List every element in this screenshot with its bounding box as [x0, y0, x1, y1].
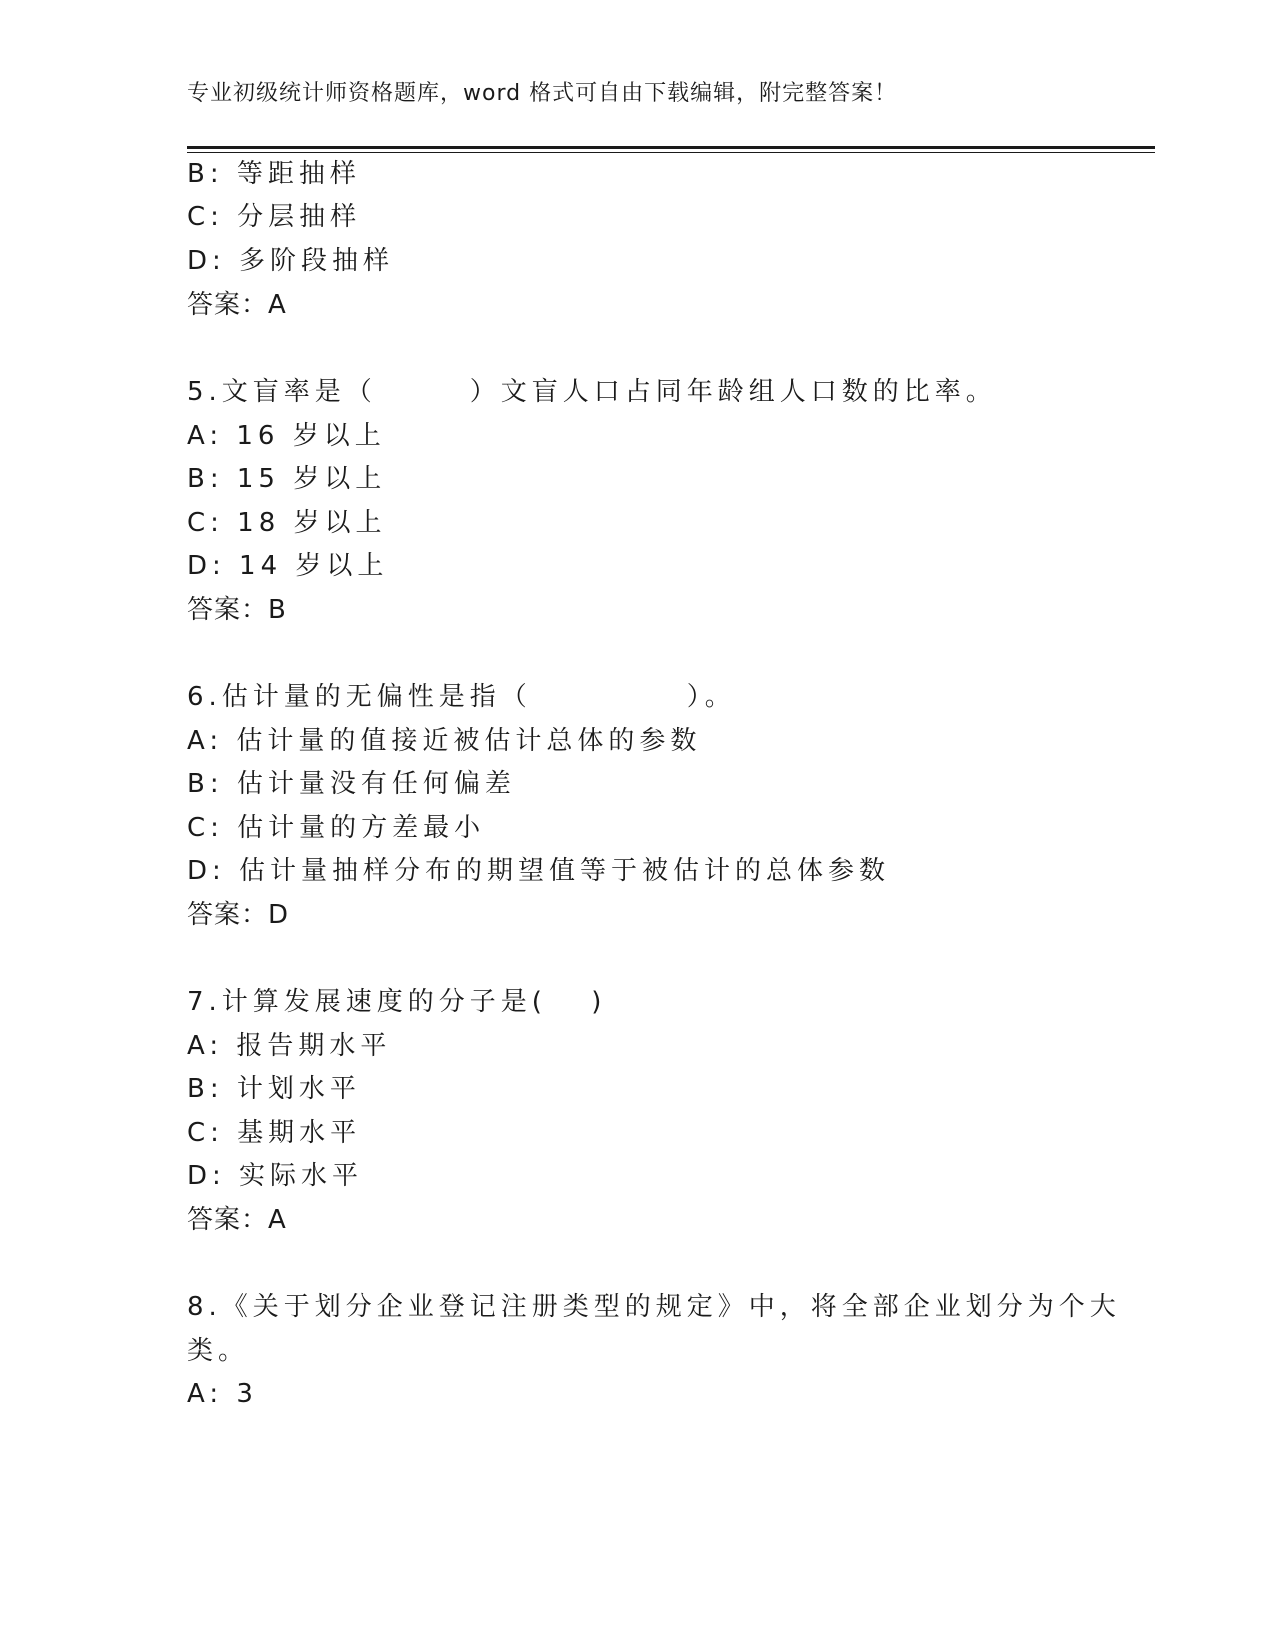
option-d: D: 实际水平: [187, 1161, 364, 1191]
header-rule-thin: [187, 152, 1155, 153]
question-8-line-1: 8.《关于划分企业登记注册类型的规定》中，将全部企业划分为个大: [187, 1292, 1121, 1322]
option-d: D: 估计量抽样分布的期望值等于被估计的总体参数: [187, 856, 891, 886]
question-8-line-2: 类。: [187, 1336, 250, 1366]
option-b: B: 等距抽样: [187, 159, 361, 189]
question-5: 5.文盲率是（ ）文盲人口占同年龄组人口数的比率。: [187, 377, 997, 407]
answer: 答案：A: [187, 290, 287, 320]
option-b: B: 15 岁以上: [187, 464, 387, 494]
header-rule-thick: [187, 146, 1155, 149]
option-a: A: 3: [187, 1379, 258, 1409]
question-7: 7.计算发展速度的分子是( ): [187, 987, 607, 1017]
answer: 答案：D: [187, 900, 290, 930]
option-a: A: 估计量的值接近被估计总体的参数: [187, 726, 702, 756]
answer: 答案：A: [187, 1205, 287, 1235]
option-b: B: 估计量没有任何偏差: [187, 769, 516, 799]
option-b: B: 计划水平: [187, 1074, 361, 1104]
option-c: C: 估计量的方差最小: [187, 813, 486, 843]
question-6: 6.估计量的无偏性是指（ ）。: [187, 682, 736, 712]
option-d: D: 14 岁以上: [187, 551, 389, 581]
option-c: C: 分层抽样: [187, 202, 362, 232]
option-a: A: 16 岁以上: [187, 421, 386, 451]
header-title: 专业初级统计师资格题库，word 格式可自由下载编辑，附完整答案！: [187, 81, 898, 106]
answer: 答案：B: [187, 595, 287, 625]
option-c: C: 基期水平: [187, 1118, 362, 1148]
option-c: C: 18 岁以上: [187, 508, 387, 538]
option-a: A: 报告期水平: [187, 1031, 392, 1061]
option-d: D: 多阶段抽样: [187, 246, 395, 276]
